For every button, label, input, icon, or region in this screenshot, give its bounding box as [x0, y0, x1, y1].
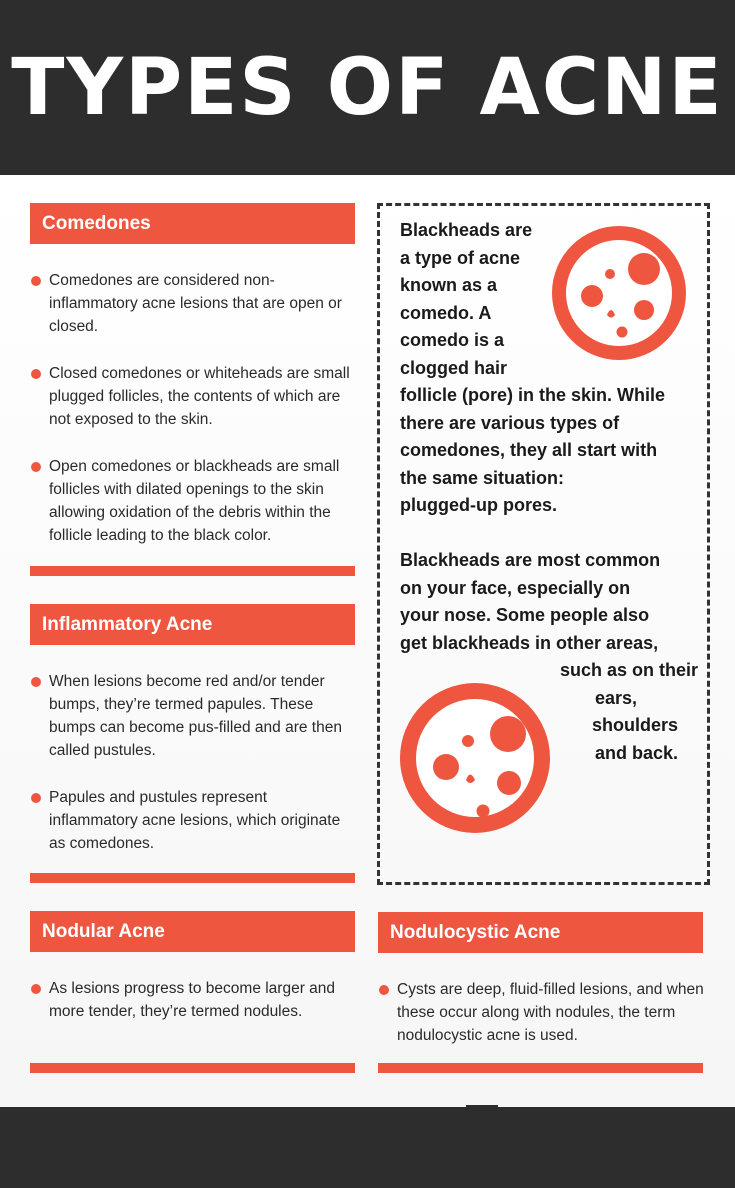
text-line: the same situation: — [400, 467, 565, 488]
bullet-item — [30, 269, 355, 338]
bullet-text: As lesions progress to become larger and more tender, they’re termed nodules. — [49, 980, 336, 1020]
text-line: such as on their — [560, 660, 699, 680]
text-line: and back. — [594, 742, 678, 763]
bullet-item — [30, 455, 360, 547]
text-line: ears, — [594, 687, 637, 708]
bullet-text: Comedones are considered non-inflammatory acne lesions that are open or closed. — [49, 272, 342, 335]
bullet-text: Cysts are deep, fluid-filled lesions, and when these occur along with nodules, the term nodulocystic acne is used. — [397, 981, 704, 1044]
text-line: comedones, they all start with — [400, 440, 658, 460]
pore-icon — [400, 683, 550, 833]
bullet-text: Closed comedones or whiteheads are small plugged follicles, the contents of which are not exposed to the skin. — [49, 365, 350, 428]
bullet-item — [378, 978, 708, 1047]
bullet-dot-icon — [31, 276, 41, 286]
text-line: known as a — [400, 275, 498, 295]
section-header-nodular: Nodular Acne — [30, 911, 355, 952]
footer-notch — [466, 1105, 498, 1111]
bullet-dot-icon — [379, 985, 389, 995]
text-line: Blackheads are — [400, 220, 533, 240]
section-divider — [30, 873, 355, 883]
page-title: TYPES OF ACNE — [11, 43, 724, 133]
text-line: comedo is a — [400, 330, 505, 350]
bullet-item — [30, 670, 362, 762]
text-line: comedo. A — [400, 302, 492, 323]
bullet-dot-icon — [31, 369, 41, 379]
bullet-dot-icon — [31, 793, 41, 803]
bullet-text: Papules and pustules represent inflammatory acne lesions, which originate as comedones. — [49, 789, 341, 852]
text-line: shoulders — [591, 715, 678, 735]
text-line: get blackheads in other areas, — [400, 632, 659, 653]
text-line: on your face, especially on — [400, 577, 631, 598]
bullet-text: Open comedones or blackheads are small follicles with dilated openings to the skin allowing oxidation of the debris within the follicle leading to the black color. — [49, 458, 340, 544]
blackheads-paragraph-2 — [400, 547, 660, 657]
section-header-nodulocystic: Nodulocystic Acne — [378, 912, 703, 953]
footer-bar — [0, 1107, 735, 1188]
section-divider — [30, 566, 355, 576]
blackheads-paragraph-1 — [400, 217, 665, 520]
bullet-text: When lesions become red and/or tender bumps, they’re termed papules. These bumps can become pus-filled and are then called pustules. — [49, 673, 342, 759]
bullet-item — [30, 977, 360, 1023]
text-line: plugged-up pores. — [400, 495, 557, 515]
bullet-dot-icon — [31, 677, 41, 687]
section-header-comedones: Comedones — [30, 203, 355, 244]
text-line: follicle (pore) in the skin. While — [400, 385, 666, 405]
bullet-dot-icon — [31, 462, 41, 472]
section-header-inflammatory: Inflammatory Acne — [30, 604, 355, 645]
header-banner — [0, 0, 735, 175]
text-line: clogged hair — [400, 357, 508, 378]
section-divider — [30, 1063, 355, 1073]
bullet-item — [30, 786, 355, 855]
section-divider — [378, 1063, 703, 1073]
bullet-dot-icon — [31, 984, 41, 994]
blackheads-paragraph-2-continued — [560, 657, 699, 767]
text-line: there are various types of — [400, 412, 620, 433]
text-line: your nose. Some people also — [400, 605, 650, 625]
text-line: Blackheads are most common — [400, 550, 661, 570]
text-line: a type of acne — [400, 247, 521, 268]
bullet-item — [30, 362, 355, 431]
